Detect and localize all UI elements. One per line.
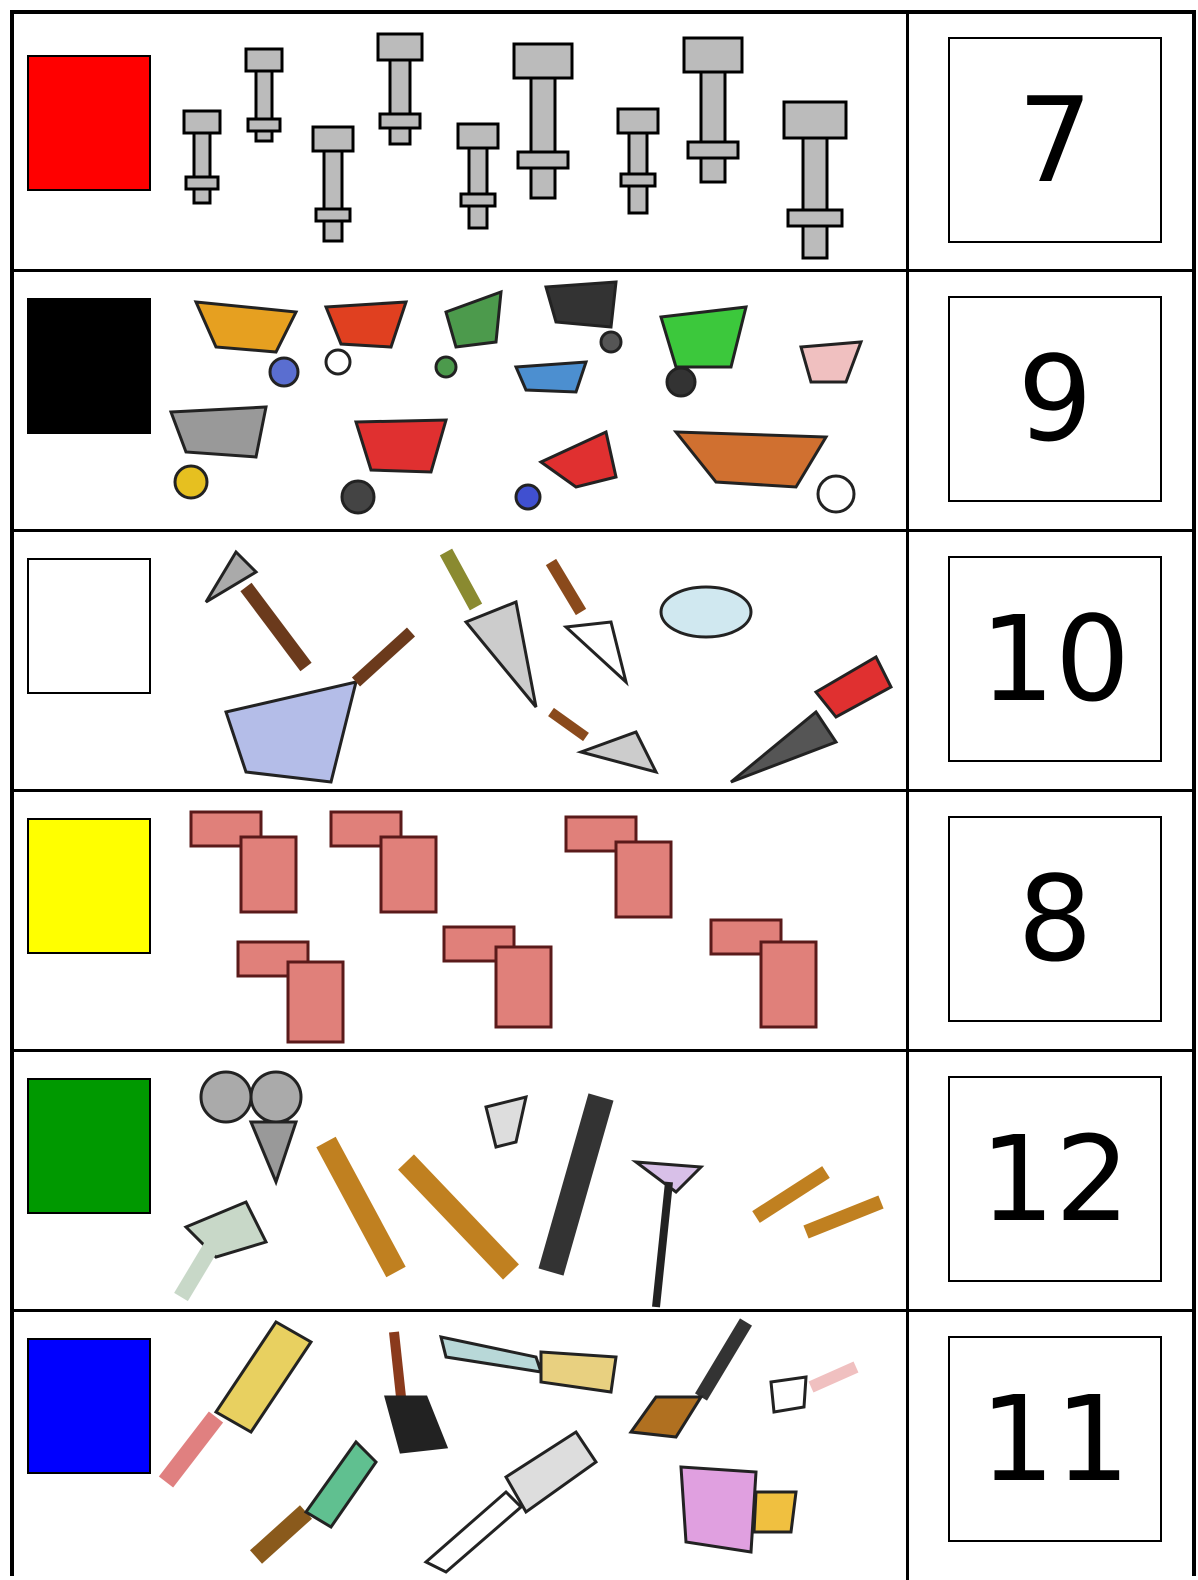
number-box xyxy=(948,556,1162,762)
screw-icon xyxy=(181,1072,881,1307)
number-box xyxy=(948,296,1162,502)
wheelbarrow-icon xyxy=(171,282,861,513)
bolt-pictures xyxy=(156,14,902,269)
bolts-group xyxy=(156,14,902,272)
trowel-icon xyxy=(206,552,891,782)
color-swatch-white xyxy=(27,558,151,694)
count-number: 12 xyxy=(979,1110,1131,1248)
column-divider xyxy=(906,14,909,269)
paintbrush-pictures xyxy=(156,1312,902,1580)
count-number: 7 xyxy=(1017,71,1093,209)
paintbrushes-group xyxy=(156,1312,902,1580)
color-swatch-green xyxy=(27,1078,151,1214)
bolt-icon xyxy=(184,34,846,258)
count-number: 10 xyxy=(979,590,1131,728)
paintbrush-icon xyxy=(166,1322,856,1572)
color-swatch-black xyxy=(27,298,151,434)
column-divider xyxy=(906,1052,909,1309)
number-box xyxy=(948,1336,1162,1542)
count-number: 9 xyxy=(1017,330,1093,468)
color-swatch-yellow xyxy=(27,818,151,954)
trowels-group xyxy=(156,532,902,792)
row-paintbrushes xyxy=(14,1312,1192,1580)
column-divider xyxy=(906,792,909,1049)
color-swatch-red xyxy=(27,55,151,191)
column-divider xyxy=(906,272,909,529)
row-trowels xyxy=(14,532,1192,792)
screws-group xyxy=(156,1052,902,1312)
number-box xyxy=(948,1076,1162,1282)
row-bricks xyxy=(14,792,1192,1052)
worksheet xyxy=(10,10,1196,1576)
column-divider xyxy=(906,532,909,789)
column-divider xyxy=(906,1312,909,1580)
row-wheelbarrows xyxy=(14,272,1192,532)
brick-pictures xyxy=(156,792,902,1049)
count-number: 11 xyxy=(979,1370,1131,1508)
bricks-group xyxy=(156,792,902,1052)
wheelbarrow-pictures xyxy=(156,272,902,529)
wheelbarrows-group xyxy=(156,272,902,532)
screw-pictures xyxy=(156,1052,902,1309)
color-swatch-blue xyxy=(27,1338,151,1474)
number-box xyxy=(948,816,1162,1022)
row-screws xyxy=(14,1052,1192,1312)
count-number: 8 xyxy=(1017,850,1093,988)
number-box xyxy=(948,37,1162,243)
brick-icon xyxy=(191,812,816,1042)
trowel-pictures xyxy=(156,532,902,789)
row-bolts xyxy=(14,14,1192,272)
